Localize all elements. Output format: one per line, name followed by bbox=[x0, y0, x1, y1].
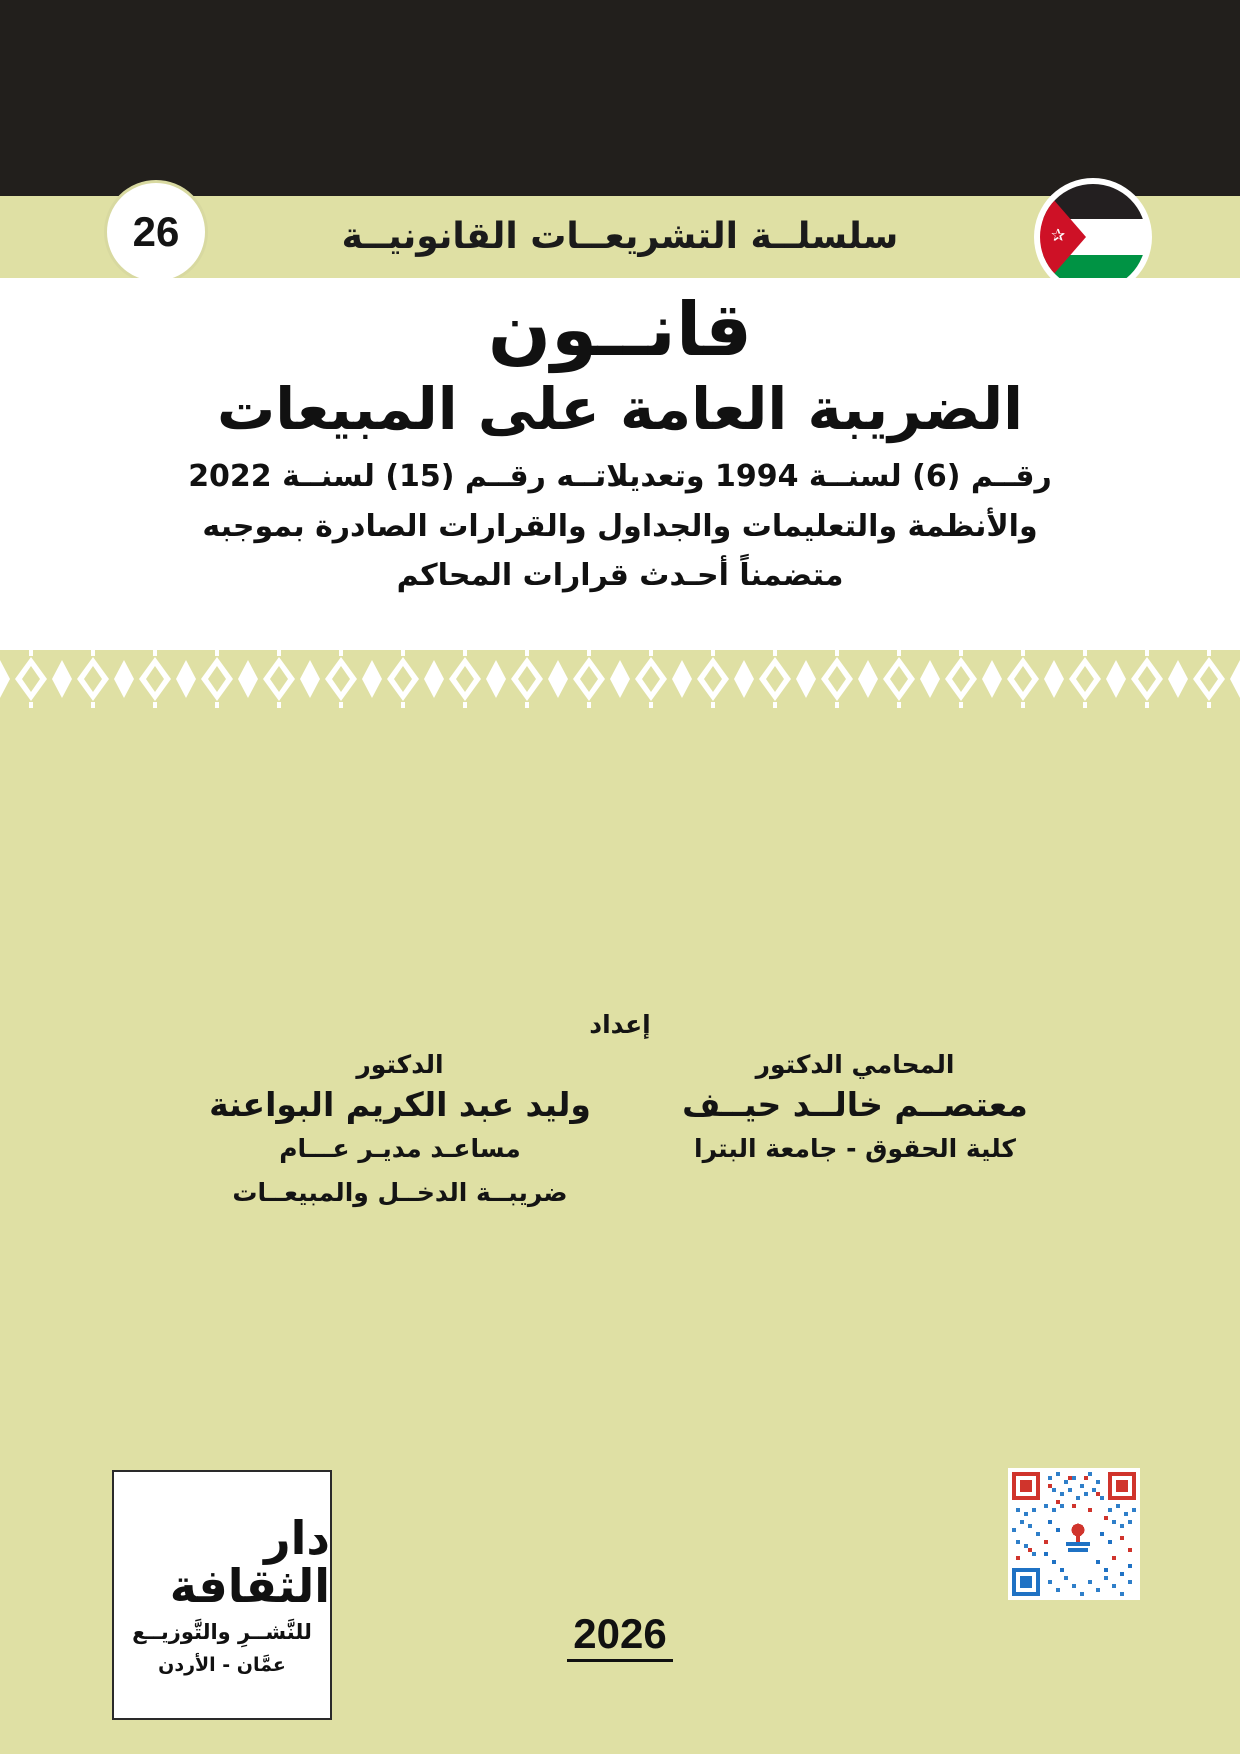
page-title-line1: قانــون bbox=[487, 287, 753, 373]
publication-year-value: 2026 bbox=[567, 1610, 672, 1662]
issue-number-value: 26 bbox=[132, 208, 180, 255]
author-affiliation: كلية الحقوق - جامعة البترا bbox=[694, 1134, 1016, 1163]
issue-number-badge bbox=[104, 180, 208, 284]
author-name: معتصــم خالــد حيــف bbox=[682, 1085, 1028, 1124]
series-title: سلسلــة التشريعــات القانونيــة bbox=[341, 216, 899, 257]
flag-graphic bbox=[1040, 184, 1146, 290]
author-role: الدكتور bbox=[356, 1050, 444, 1079]
top-black-band bbox=[0, 0, 1240, 196]
subtitle-line-3: متضمناً أحـدث قرارات المحاكم bbox=[396, 558, 844, 594]
publisher-name: دار الثقافة bbox=[169, 1510, 330, 1613]
author-entry bbox=[655, 1050, 1055, 1211]
author-role: المحامي الدكتور bbox=[755, 1050, 955, 1079]
authors-block bbox=[0, 1050, 1240, 1211]
publisher-city: عمَّان - الأردن bbox=[158, 1654, 286, 1677]
ornament-band bbox=[0, 650, 1240, 708]
publisher-logo bbox=[112, 1470, 332, 1720]
subtitle-line-2: والأنظمة والتعليمات والجداول والقرارات الصادرة بموجبه bbox=[202, 508, 1038, 544]
flag-star-icon: ✰ bbox=[1051, 226, 1066, 246]
ornament-pattern-icon bbox=[0, 650, 1240, 708]
qr-code-icon[interactable] bbox=[1008, 1468, 1140, 1600]
title-area bbox=[0, 278, 1240, 650]
qr-code-graphic bbox=[1008, 1468, 1140, 1600]
prepared-label: إعداد bbox=[589, 1010, 651, 1039]
author-affiliation-line2: ضريبــة الدخــل والمبيعــات bbox=[232, 1177, 568, 1207]
author-name: وليد عبد الكريم البواعنة bbox=[209, 1085, 591, 1124]
page-title-line2: الضريبة العامة على المبيعات bbox=[216, 374, 1024, 443]
subtitle-line-1: رقــم (6) لسنــة 1994 وتعديلاتــه رقــم (15) لسنــة 2022 bbox=[188, 459, 1052, 495]
publication-year bbox=[0, 1610, 1240, 1658]
author-affiliation-line1: مساعـد مديـر عـــام bbox=[279, 1134, 521, 1163]
publisher-subtitle: للنَّشــرِ والتَّوزيــع bbox=[132, 1620, 312, 1645]
author-entry bbox=[185, 1050, 615, 1211]
